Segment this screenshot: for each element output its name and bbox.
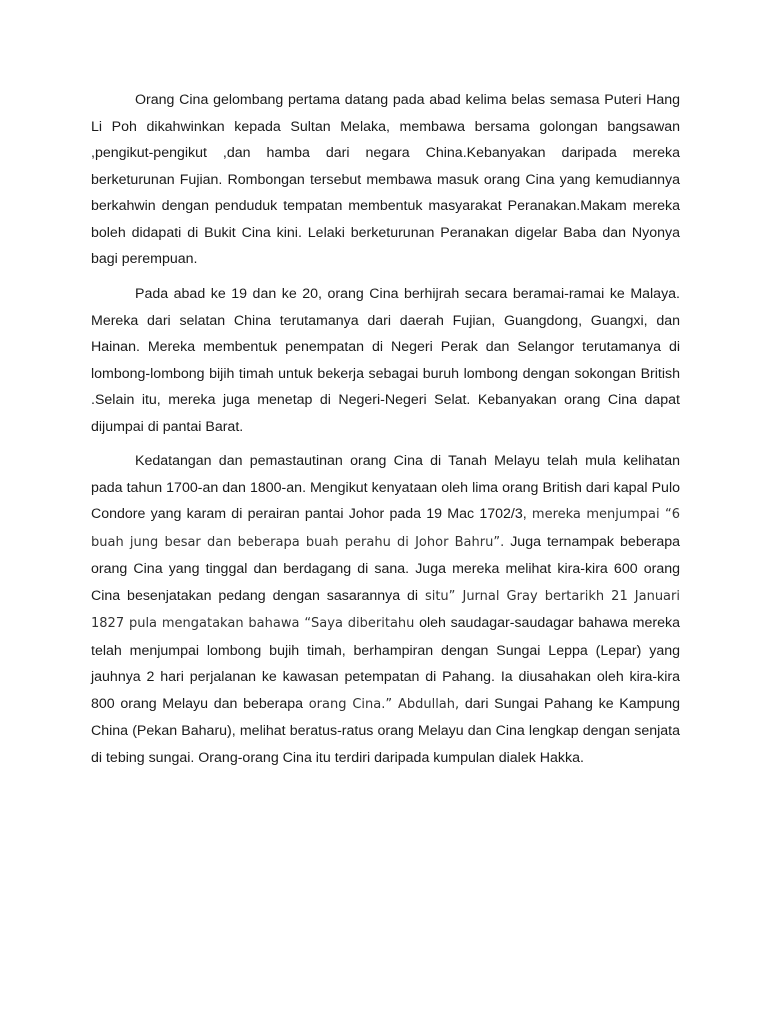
paragraph-3-quote-3: orang Cina.” Abdullah, (308, 696, 460, 712)
paragraph-3-text-part-4: dari Sungai Pahang ke Kampung China (Pekan Baharu), melihat beratus-ratus orang Melayu dan Cina lengkap dengan senjata di tebing sungai. Orang-orang Cina itu terdiri daripada kumpulan dialek Hakka. (91, 695, 680, 766)
paragraph-3-text-part-2: Juga ternampak beberapa orang Cina yang tinggal dan berdagang di sana. Juga mereka melihat kira-kira 600 orang Cina besenjatakan pedang dengan sasarannya di (91, 533, 680, 604)
paragraph-2 (91, 281, 680, 440)
paragraph-3 (91, 448, 680, 771)
paragraph-3-text-part-3: oleh saudagar-saudagar bahawa mereka telah menjumpai lombong bujih timah, berhampiran dengan Sungai Leppa (Lepar) yang jauhnya 2 hari perjalanan ke kawasan petempatan di Pahang. Ia diusahakan oleh kira-kira 800 orang Melayu dan beberapa (91, 615, 680, 712)
paragraph-3-quote-2: situ” Jurnal Gray bertarikh 21 Januari 1827 pula mengatakan bahawa “Saya diberitahu (91, 588, 680, 631)
paragraph-1-text: Orang Cina gelombang pertama datang pada abad kelima belas semasa Puteri Hang Li Poh dikahwinkan kepada Sultan Melaka, membawa bersama golongan bangsawan ,pengikut-pengikut ,dan hamba dari negara China.Kebanyakan daripada mereka berketurunan Fujian. Rombongan tersebut membawa masuk orang Cina yang kemudiannya berkahwin dengan penduduk tempatan membentuk masyarakat Peranakan.Makam mereka boleh didapati di Bukit Cina kini. Lelaki berketurunan Peranakan digelar Baba dan Nyonya bagi perempuan. (91, 92, 680, 267)
paragraph-3-text-part-1: Kedatangan dan pemastautinan orang Cina di Tanah Melayu telah mula kelihatan pada tahun 1700-an dan 1800-an. Mengikut kenyataan oleh lima orang British dari kapal Pulo Condore yang karam di perairan pantai Johor pada 19 Mac 1702/3, (91, 453, 680, 522)
paragraph-2-text: Pada abad ke 19 dan ke 20, orang Cina berhijrah secara beramai-ramai ke Malaya. Mereka dari selatan China terutamanya dari daerah Fujian, Guangdong, Guangxi, dan Hainan. Mereka membentuk penempatan di Negeri Perak dan Selangor terutamanya di lombong-lombong bijih timah untuk bekerja sebagai buruh lombong dengan sokongan British .Selain itu, mereka juga menetap di Negeri-Negeri Selat. Kebanyakan orang Cina dapat dijumpai di pantai Barat. (91, 286, 680, 435)
paragraph-3-quote-1: mereka menjumpai “6 buah jung besar dan beberapa buah perahu di Johor Bahru”. (91, 507, 680, 550)
paragraph-1 (91, 87, 680, 273)
